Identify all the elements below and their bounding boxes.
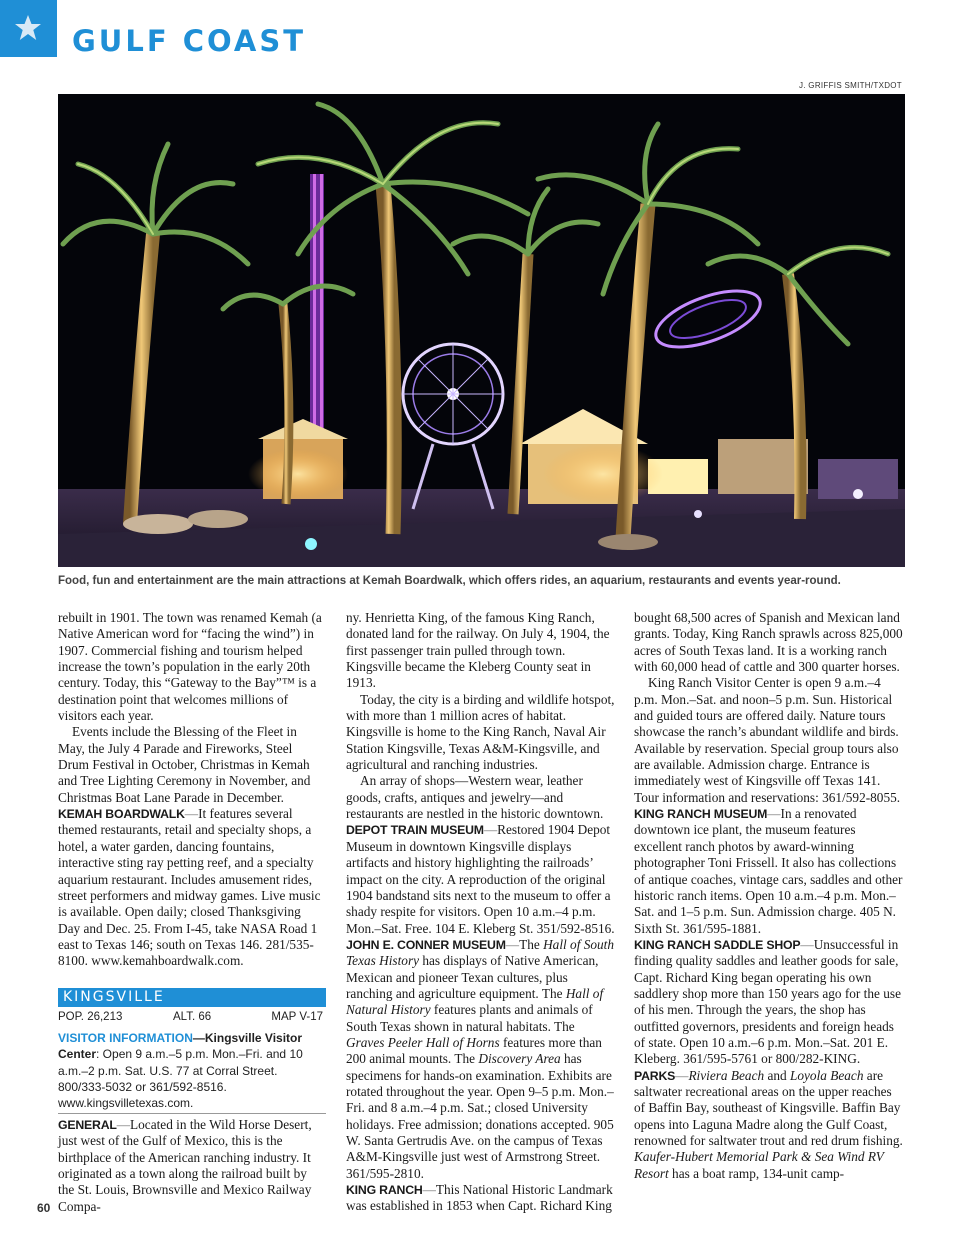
- entry-heading: KING RANCH SADDLE SHOP: [634, 937, 801, 952]
- kingsville-history-paragraph: ny. Henrietta King, of the famous King Ranch, donated land for the railway. On July 4, 1904, the first passenger train pulled through town. Kingsville became the Kleberg County seat in 1913.: [346, 610, 610, 691]
- entry-body: Located in the Wild Horse Desert, just west of the Gulf of Mexico, this is the birthplace of the American ranching industry. It originated as a town along the railroad built by the St. Louis, Brownsville and Mexico Railway Compa-: [58, 1117, 312, 1214]
- kemah-history-paragraph: rebuilt in 1901. The town was renamed Kemah (a Native American word for “facing the wind”) in 1907. Commercial fishing and tourism helped increase the town’s population in the early 20th century. Today, this “Gateway to the Bay”™ is a destination point that welcomes millions of visitors each year.: [58, 610, 322, 724]
- kingsville-today-paragraph: Today, the city is a birding and wildlife hotspot, with more than 1 million acres of habitat. Kingsville is home to the King Ranch, Naval Air Station Kingsville, Texas A&M-Kingsville, and agricultural and ranching industries.: [346, 691, 615, 773]
- depot-museum-entry: DEPOT TRAIN MUSEUM—Restored 1904 Depot Museum in downtown Kingsville displays artifacts and history highlighting the railroads’ impact on the city. A reproduction of the original 1904 bandstand sits next to the museum to offer a shady respite for visitors. Open 10 a.m.–4 p.m. Mon.–Sat. Free. 104 E. Kleberg St. 351/592-8516.: [346, 822, 615, 936]
- entry-heading: PARKS: [634, 1068, 676, 1083]
- column-3: [634, 610, 906, 1182]
- visitor-center-name: —Kingsville Visitor Center: [58, 1031, 303, 1062]
- population: POP. 26,213: [58, 1011, 123, 1023]
- saddle-shop-entry: KING RANCH SADDLE SHOP—Unsuccessful in finding quality saddles and leather goods for sale, Capt. Richard King began operating his own saddlery shop more than 150 years ago for the use of his men. Through the years, the shop has outfitted governors, presidents and foreign heads of state. Open 10 a.m.–6 p.m. Mon.–Sat. 201 E. Kleberg. 361/595-5761 or 800/282-KING.: [634, 936, 901, 1067]
- visitor-heading: VISITOR INFORMATION: [58, 1031, 193, 1045]
- section-title: GULF COAST: [72, 24, 307, 58]
- visitor-center-paragraph: King Ranch Visitor Center is open 9 a.m.–4 p.m. Mon.–Sat. and noon–5 p.m. Sun. Historical and guided tours are offered daily. Nature tours showcase the ranch’s abundant wildlife and birds. Available by reservation. Special group tours also are available. Admission charge. Entrance is immediately west of Kingsville off Texas 141. Tour information and reservations: 361/592-8055.: [634, 675, 901, 805]
- kingsville-shops-paragraph: An array of shops—Western wear, leather goods, crafts, antiques and jewelry—and restaurants are nestled in the historic downtown.: [346, 773, 604, 822]
- entry-body: This National Historic Landmark was established in 1853 when Capt. Richard King: [346, 1182, 613, 1214]
- photo-credit: J. GRIFFIS SMITH/TXDOT: [798, 81, 902, 90]
- king-ranch-museum-entry: KING RANCH MUSEUM—In a renovated downtown ice plant, the museum features excellent ranch photos by award-winning photographer Toni Frissell. It also has collections of antique coaches, vintage cars, saddles and other historic ranch items. Open 10 a.m.–4 p.m. Mon.–Sat. and 1–5 p.m. Sun. Admission charge. 405 N. Sixth St. 361/595-1881.: [634, 806, 903, 936]
- parks-entry: PARKS—Riviera Beach and Loyola Beach are saltwater recreational areas on the upper reaches of Baffin Bay, southeast of Kingsville. Baffin Bay opens into Laguna Madre along the Gulf Coast, renowned for saltwater trout and red drum fishing. Kaufer-Hubert Memorial Park & Sea Wind RV Resort has a boat ramp, 134-unit camp-: [634, 1067, 903, 1181]
- entry-body: In a renovated downtown ice plant, the museum features excellent ranch photos by award-winning photographer Toni Frissell. It also has collections of antique coaches, vintage cars, saddles and other historic ranch items. Open 10 a.m.–4 p.m. Mon.–Sat. and 1–5 p.m. Sun. Admission charge. 405 N. Sixth St. 361/595-1881.: [634, 806, 903, 936]
- entry-heading: KING RANCH: [346, 1183, 423, 1198]
- kemah-boardwalk-entry: KEMAH BOARDWALK—It features several themed restaurants, retail and specialty shops, a hotel, a water garden, dancing fountains, interactive sting ray petting reef, and a specialty aquarium restaurant. Includes amusement rides, street performers and midway games. Live music is available. Open daily; closed Thanksgiving Day and Dec. 25. From I-45, take NASA Road 1 east to Texas 146; south on Texas 146. 281/535-8100. www.kemahboardwalk.com.: [58, 806, 321, 969]
- visitor-details: : Open 9 a.m.–5 p.m. Mon.–Fri. and 10 a.m.–2 p.m. Sat. U.S. 77 at Corral Street. 800/333-5032 or 361/592-8516. www.kingsvilletexas.com.: [58, 1047, 303, 1111]
- entry-body: Restored 1904 Depot Museum in downtown Kingsville displays artifacts and history highlighting the railroads’ impact on the city. A reproduction of the original 1904 bandstand sits next to the museum to offer a shady respite for visitors. Open 10 a.m.–4 p.m. Mon.–Sat. Free. 104 E. Kleberg St. 351/592-8516.: [346, 822, 615, 936]
- king-ranch-paragraph: bought 68,500 acres of Spanish and Mexican land grants. Today, King Ranch sprawls across 825,000 acres of South Texas land. It is a working ranch with 60,000 head of cattle and 300 quarter horses.: [634, 610, 903, 675]
- entry-heading: DEPOT TRAIN MUSEUM: [346, 823, 484, 838]
- photo-caption: Food, fun and entertainment are the main attractions at Kemah Boardwalk, which offers rides, an aquarium, restaurants and events year-round.: [58, 575, 841, 587]
- altitude: ALT. 66: [173, 1011, 212, 1023]
- entry-body: Unsuccessful in finding quality saddles and leather goods for sale, Capt. Richard King began operating his own saddlery shop more than 150 years ago for the use of his men. Through the years, the shop has outfitted governors, presidents and foreign heads of state. Open 10 a.m.–6 p.m. Mon.–Sat. 201 E. Kleberg. 361/595-5761 or 800/282-KING.: [634, 936, 901, 1067]
- page-number: 60: [37, 1201, 51, 1215]
- entry-heading: KING RANCH MUSEUM: [634, 807, 768, 822]
- entry-body: It features several themed restaurants, retail and specialty shops, a hotel, a water garden, dancing fountains, interactive sting ray petting reef, and a specialty aquarium restaurant. Includes amusement rides, street performers and midway games. Live music is available. Open daily; closed Thanksgiving Day and Dec. 25. From I-45, take NASA Road 1 east to Texas 146; south on Texas 146. 281/535-8100. www.kemahboardwalk.com.: [58, 806, 321, 969]
- entry-heading: KEMAH BOARDWALK: [58, 807, 185, 822]
- kemah-events-paragraph: Events include the Blessing of the Fleet in May, the July 4 Parade and Fireworks, Steel Drum Festival in October, Christmas in Kemah and Tree Lighting Ceremony in November, and Christmas Boat Lane Parade in December.: [58, 724, 311, 805]
- conner-museum-entry: JOHN E. CONNER MUSEUM—The Hall of South Texas History has displays of Native American, Mexican and pioneer Texan cultures, plus ranching and agriculture equipment. The Hall of Natural History features plants and animals of South Texas shown in natural habitats. The Graves Peeler Hall of Horns features more than 200 animal mounts. The Discovery Area has specimens for hands-on examination. Exhibits are rotated throughout the year. Open 9–5 p.m. Mon.–Fri. and 8 a.m.–4 p.m. Sat.; closed University holidays. Free admission; donations accepted. 905 W. Santa Gertrudis Ave. on the campus of Texas A&M-Kingsville just west of Armstrong Street. 361/595-2810.: [346, 936, 614, 1181]
- column-1: [58, 610, 326, 970]
- city-header-bar: [58, 988, 326, 1007]
- star-icon: [13, 13, 43, 43]
- kemah-boardwalk-photo: [58, 94, 905, 567]
- map-reference: MAP V-17: [271, 1011, 323, 1023]
- entry-heading: GENERAL: [58, 1118, 117, 1132]
- visitor-information: [58, 1030, 326, 1111]
- entry-heading: JOHN E. CONNER MUSEUM: [346, 937, 506, 952]
- general-entry: GENERAL—Located in the Wild Horse Desert, just west of the Gulf of Mexico, this is the birthplace of the American ranching industry. It originated as a town along the railroad built by the St. Louis, Brownsville and Mexico Railway Compa-: [58, 1117, 312, 1214]
- king-ranch-entry: KING RANCH—This National Historic Landmark was established in 1853 when Capt. Richard King: [346, 1182, 613, 1214]
- column-2: [346, 610, 616, 1215]
- section-star-badge: [0, 0, 57, 57]
- divider: [58, 1113, 326, 1114]
- city-name: KINGSVILLE: [63, 989, 165, 1005]
